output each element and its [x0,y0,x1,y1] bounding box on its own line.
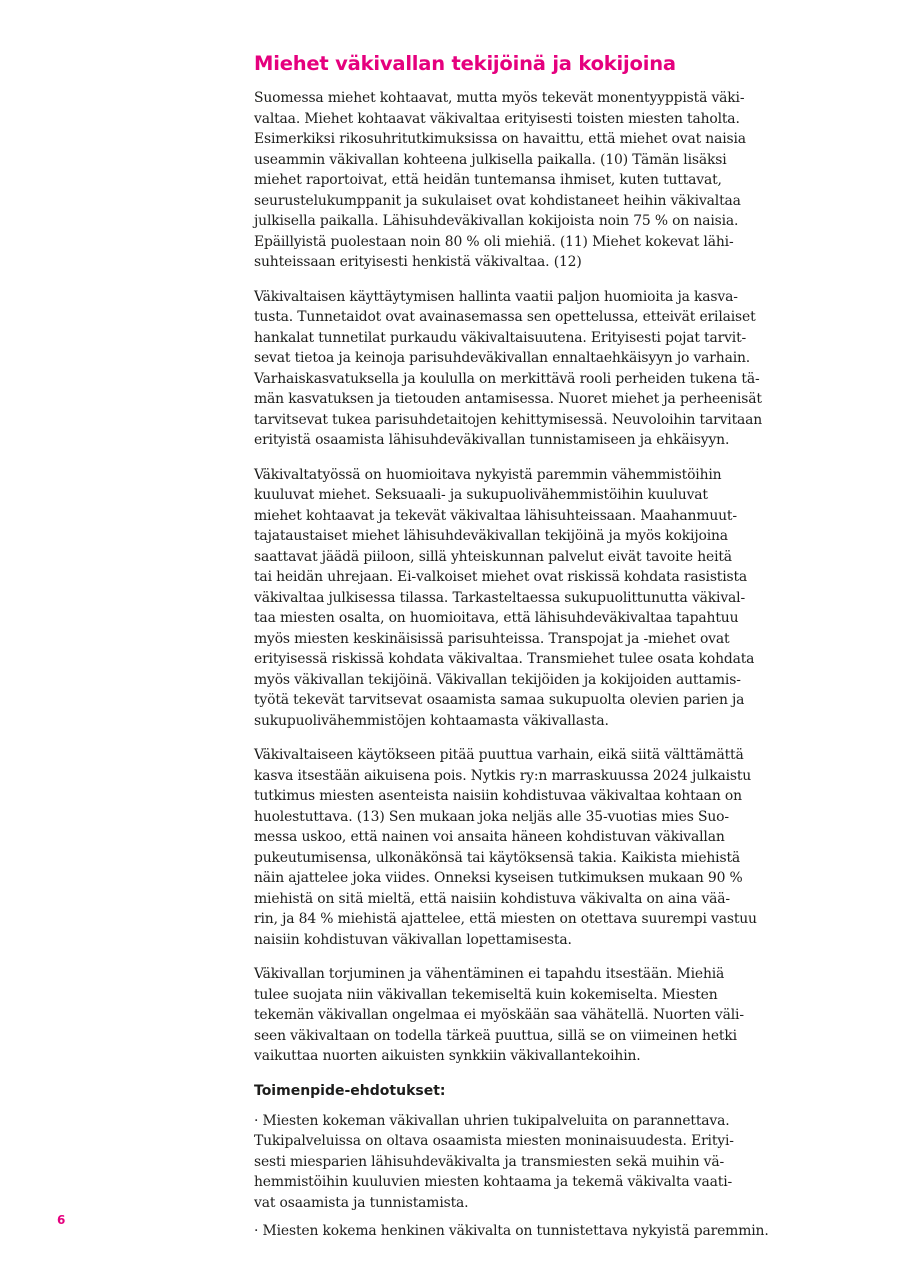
paragraph-3 [254,465,802,732]
text-line: tutkimus miesten asenteista naisiin kohdistuvaa väkivaltaa kohtaan on [254,788,742,804]
text-line: tulee suojata niin väkivallan tekemiseltä kuin kokemiselta. Miesten [254,986,718,1003]
text-line: kuuluvat miehet. Seksuaali- ja sukupuolivähemmistöihin kuuluvat [254,487,708,503]
text-line: miehistä on sitä mieltä, että naisiin kohdistuva väkivalta on aina vää- [254,890,730,907]
text-line: sukupuolivähemmistöjen kohtaamasta väkivallasta. [254,712,609,729]
action-bullet-1 [254,1111,802,1214]
text-line: erityisessä riskissä kohdata väkivaltaa. Transmiehet tulee osata kohdata [254,651,755,667]
text-line: tusta. Tunnetaidot ovat avainasemassa sen opettelussa, etteivät erilaiset [254,309,756,325]
text-line: seen väkivaltaan on todella tärkeä puuttua, sillä se on viimeinen hetki [254,1027,737,1044]
paragraph-2 [254,287,802,451]
text-line: miehet raportoivat, että heidän tuntemansa ihmiset, kuten tuttavat, [254,172,722,188]
text-line: · Miesten kokema henkinen väkivalta on tunnistettava nykyistä paremmin. [254,1223,769,1239]
text-line: Väkivallan torjuminen ja vähentäminen ei tapahdu itsestään. Miehiä [254,966,725,982]
paragraph-4 [254,745,802,950]
text-line: työtä tekevät tarvitsevat osaamista samaa sukupuolta olevien parien ja [254,692,745,708]
text-line: Suomessa miehet kohtaavat, mutta myös tekevät monentyyppistä väki- [254,90,745,106]
text-line: Varhaiskasvatuksella ja koululla on merkittävä rooli perheiden tukena tä- [254,370,760,387]
text-line: Esimerkiksi rikosuhritutkimuksissa on havaittu, että miehet ovat naisia [254,131,746,147]
text-line: taa miesten osalta, on huomioitava, että lähisuhdeväkivaltaa tapahtuu [254,610,739,626]
text-line: sesti miesparien lähisuhdeväkivalta ja transmiesten sekä muihin vä- [254,1153,725,1170]
text-line: miehet kohtaavat ja tekevät väkivaltaa lähisuhteissaan. Maahanmuut- [254,507,737,524]
text-line: erityistä osaamista lähisuhdeväkivallan tunnistamiseen ja ehkäisyyn. [254,432,730,448]
text-line: sevat tietoa ja keinoja parisuhdeväkivallan ennaltaehkäisyyn jo varhain. [254,350,751,366]
text-line: pukeutumisensa, ulkonäkönsä tai käytöksensä takia. Kaikista miehistä [254,849,741,866]
text-line: hemmistöihin kuuluvien miesten kohtaama ja tekemä väkivalta vaati- [254,1174,733,1190]
text-line: huolestuttava. (13) Sen mukaan joka neljäs alle 35-vuotias mies Suo- [254,808,729,825]
text-line: tajataustaiset miehet lähisuhdeväkivallan tekijöinä ja myös kokijoina [254,528,728,544]
actions-subheading: Toimenpide-ehdotukset: [254,1082,446,1099]
text-line: kasva itsestään aikuisena pois. Nytkis ry:n marraskuussa 2024 julkaistu [254,767,752,784]
text-line: Epäillyistä puolestaan noin 80 % oli miehiä. (11) Miehet kokevat lähi- [254,233,734,250]
page-content [254,52,802,1250]
text-line: näin ajattelee joka viides. Onneksi kyseisen tutkimuksen mukaan 90 % [254,870,743,886]
text-line: Väkivaltaisen käyttäytymisen hallinta vaatii paljon huomioita ja kasva- [254,288,738,305]
action-bullet-2 [254,1221,802,1242]
text-line: vaikuttaa nuorten aikuisten synkkiin väkivallantekoihin. [254,1048,641,1064]
text-line: myös miesten keskinäisissä parisuhteissa. Transpojat ja -miehet ovat [254,630,730,647]
text-line: naisiin kohdistuvan väkivallan lopettamisesta. [254,931,572,948]
page-number: 6 [57,1213,66,1227]
text-line: tai heidän uhrejaan. Ei-valkoiset miehet ovat riskissä kohdata rasistista [254,569,748,585]
text-line: vat osaamista ja tunnistamista. [254,1194,469,1211]
text-line: julkisella paikalla. Lähisuhdeväkivallan kokijoista noin 75 % on naisia. [254,213,739,229]
text-line: tekemän väkivallan ongelmaa ei myöskään saa vähätellä. Nuorten väli- [254,1007,744,1023]
text-line: · Miesten kokeman väkivallan uhrien tukipalveluita on parannettava. [254,1112,730,1129]
text-line: män kasvatuksen ja tietouden antamisessa. Nuoret miehet ja perheenisät [254,391,762,407]
paragraph-5 [254,964,802,1067]
paragraph-1 [254,88,802,273]
text-line: myös väkivallan tekijöinä. Väkivallan tekijöiden ja kokijoiden auttamis- [254,671,741,688]
text-line: valtaa. Miehet kohtaavat väkivaltaa erityisesti toisten miesten taholta. [254,110,740,127]
text-line: hankalat tunnetilat purkaudu väkivaltaisuutena. Erityisesti pojat tarvit- [254,329,747,346]
text-line: seurustelukumppanit ja sukulaiset ovat kohdistaneet heihin väkivaltaa [254,192,741,209]
text-line: rin, ja 84 % miehistä ajattelee, että miesten on otettava suurempi vastuu [254,911,757,927]
text-line: saattavat jäädä piiloon, sillä yhteiskunnan palvelut eivät tavoite heitä [254,548,732,565]
text-line: suhteissaan erityisesti henkistä väkivaltaa. (12) [254,254,582,270]
text-line: useammin väkivallan kohteena julkisella paikalla. (10) Tämän lisäksi [254,151,727,168]
text-line: tarvitsevat tukea parisuhdetaitojen kehittymisessä. Neuvoloihin tarvitaan [254,411,763,428]
text-line: messa uskoo, että nainen voi ansaita häneen kohdistuvan väkivallan [254,829,725,845]
text-line: väkivaltaa julkisessa tilassa. Tarkasteltaessa sukupuolittunutta väkival- [254,589,746,606]
section-heading: Miehet väkivallan tekijöinä ja kokijoina [254,52,676,75]
text-line: Väkivaltatyössä on huomioitava nykyistä paremmin vähemmistöihin [254,466,722,483]
text-line: Väkivaltaiseen käytökseen pitää puuttua varhain, eikä siitä välttämättä [254,747,744,763]
text-line: Tukipalveluissa on oltava osaamista miesten moninaisuudesta. Erityi- [254,1133,734,1149]
